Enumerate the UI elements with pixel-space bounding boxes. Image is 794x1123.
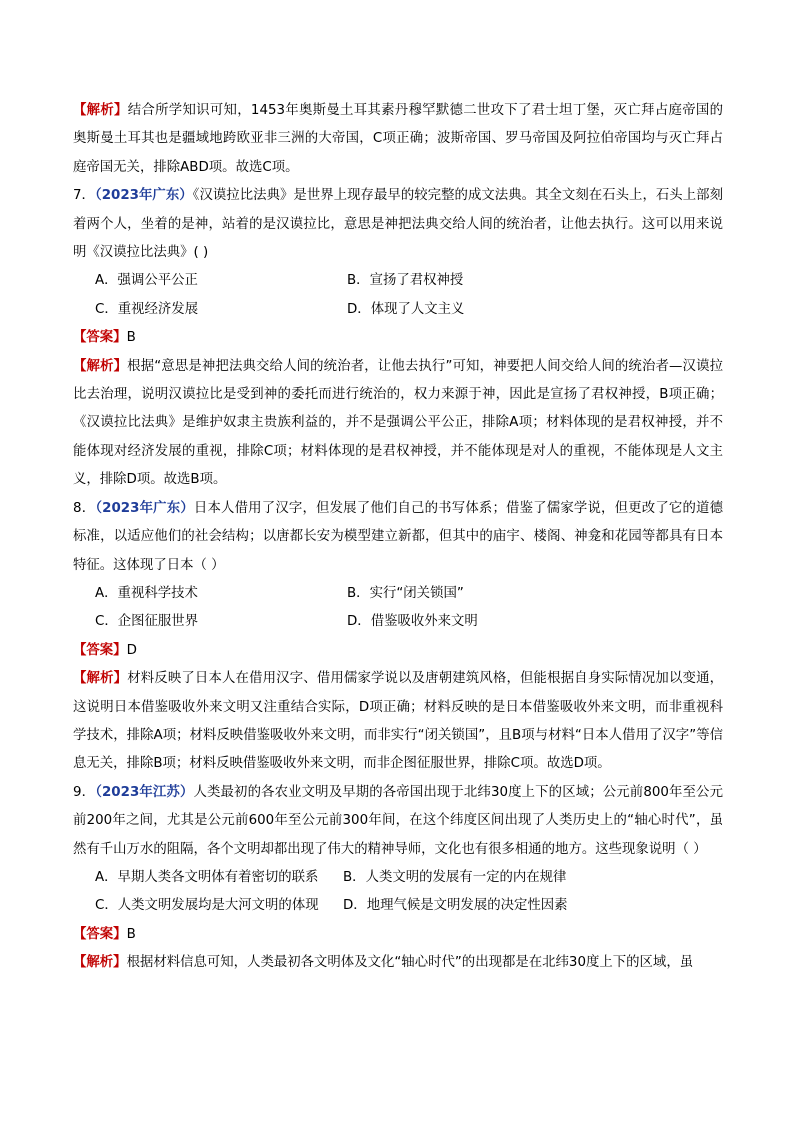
answer-value: B (126, 926, 136, 942)
analysis-text: 根据“意思是神把法典交给人间的统治者，让他去执行”可知，神要把人间交给人间的统治者—汉谟拉比去治理，说明汉谟拉比是受到神的委托而进行统治的，权力来源于神，因此是宣扬了君权神授，B项正确；《汉谟拉比法典》是维护奴隶主贵族利益的，并不是强调公平公正，排除A项；材料体现的是君权神授，并不能体现对经济发展的重视，排除C项；材料体现的是君权神授，并不能体现是对人的重视，不能体现是人文主义，排除D项。故选B项。 (73, 358, 724, 488)
analysis-tag: 【解析】 (73, 103, 128, 118)
option-a: A．早期人类各文明体有着密切的联系 (95, 869, 319, 885)
option-d: D．借鉴吸收外来文明 (347, 614, 478, 630)
question-9-options-row-1 (73, 864, 723, 892)
analysis-text: 根据材料信息可知，人类最初各文明体及文化“轴心时代”的出现都是在北纬30度上下的区域，虽 (126, 955, 694, 971)
question-8-answer (73, 637, 723, 665)
question-number: 7． (73, 188, 95, 204)
question-9-stem (73, 779, 723, 864)
question-9-options-row-2 (73, 892, 723, 920)
question-text: 人类最初的各农业文明及早期的各帝国出现于北纬30度上下的区域；公元前800年至公元前200年之间，尤其是公元前600年至公元前300年间，在这个纬度区间出现了人类历史上的“轴心时代”，虽然有千山万水的阻隔，各个文明却都出现了伟大的精神导师，文化也有很多相通的地方。这些现象说明（ ） (73, 784, 723, 857)
answer-value: B (126, 330, 136, 346)
question-9-analysis (73, 949, 723, 977)
question-number: 8． (73, 500, 96, 516)
question-8-options-row-1 (73, 580, 723, 608)
question-7-stem (73, 182, 723, 267)
question-source: （2023年广东） (94, 188, 193, 204)
question-8-options-row-2 (73, 608, 723, 636)
question-7-answer (73, 324, 723, 352)
question-source: （2023年江苏） (95, 784, 194, 800)
analysis-text: 材料反映了日本人在借用汉字、借用儒家学说以及唐朝建筑风格，但能根据自身实际情况加以变通，这说明日本借鉴吸收外来文明又注重结合实际，D项正确；材料反映的是日本借鉴吸收外来文明，而非重视科学技术，排除A项；材料反映借鉴吸收外来文明，而非实行“闭关锁国”，且B项与材料“日本人借用了汉字”等信息无关，排除B项；材料反映借鉴吸收外来文明，而非企图征服世界，排除C项。故选D项。 (73, 671, 724, 772)
question-7-options-row-2 (73, 296, 723, 324)
question-text: 《汉谟拉比法典》是世界上现存最早的较完整的成文法典。其全文刻在石头上，石头上部刻着两个人，坐着的是神，站着的是汉谟拉比，意思是神把法典交给人间的统治者，让他去执行。这可以用来说明《汉谟拉比法典》( ) (73, 188, 723, 261)
option-c: C．企图征服世界 (95, 614, 199, 630)
question-text: 日本人借用了汉字，但发展了他们自己的书写体系；借鉴了儒家学说，但更改了它的道德标准，以适应他们的社会结构；以唐都长安为模型建立新都，但其中的庙宇、楼阁、神龛和花园等都具有日本特征。这体现了日本（ ） (73, 500, 723, 573)
question-source: （2023年广东） (95, 500, 194, 516)
analysis-tag: 【解析】 (73, 955, 127, 971)
analysis-text: 结合所学知识可知，1453年奥斯曼土耳其素丹穆罕默德二世攻下了君士坦丁堡，灭亡拜占庭帝国的奥斯曼土耳其也是疆域地跨欧亚非三洲的大帝国，C项正确；波斯帝国、罗马帝国及阿拉伯帝国均与灭亡拜占庭帝国无关，排除ABD项。故选C项。 (73, 103, 723, 175)
question-8-stem (73, 495, 723, 580)
option-a: A．重视科学技术 (95, 585, 198, 601)
option-b: B．宣扬了君权神授 (347, 273, 464, 289)
option-d: D．地理气候是文明发展的决定性因素 (343, 898, 568, 914)
question-9-answer (73, 921, 723, 949)
analysis-paragraph-q6 (73, 97, 723, 182)
option-c: C．重视经济发展 (95, 301, 199, 317)
answer-tag: 【答案】 (73, 642, 127, 658)
answer-tag: 【答案】 (73, 926, 127, 942)
option-d: D．体现了人文主义 (347, 301, 465, 317)
question-number: 9． (73, 784, 96, 800)
answer-value: D (126, 642, 137, 658)
question-7-analysis (73, 353, 723, 495)
option-a: A．强调公平公正 (95, 273, 198, 289)
analysis-tag: 【解析】 (73, 358, 128, 374)
answer-tag: 【答案】 (73, 330, 127, 346)
question-8-analysis (73, 665, 723, 779)
option-c: C．人类文明发展均是大河文明的体现 (95, 898, 319, 914)
content-column (73, 97, 723, 978)
option-b: B．实行“闭关锁国” (347, 585, 464, 601)
option-b: B．人类文明的发展有一定的内在规律 (343, 869, 567, 885)
analysis-tag: 【解析】 (73, 671, 128, 687)
question-7-options-row-1 (73, 267, 723, 295)
